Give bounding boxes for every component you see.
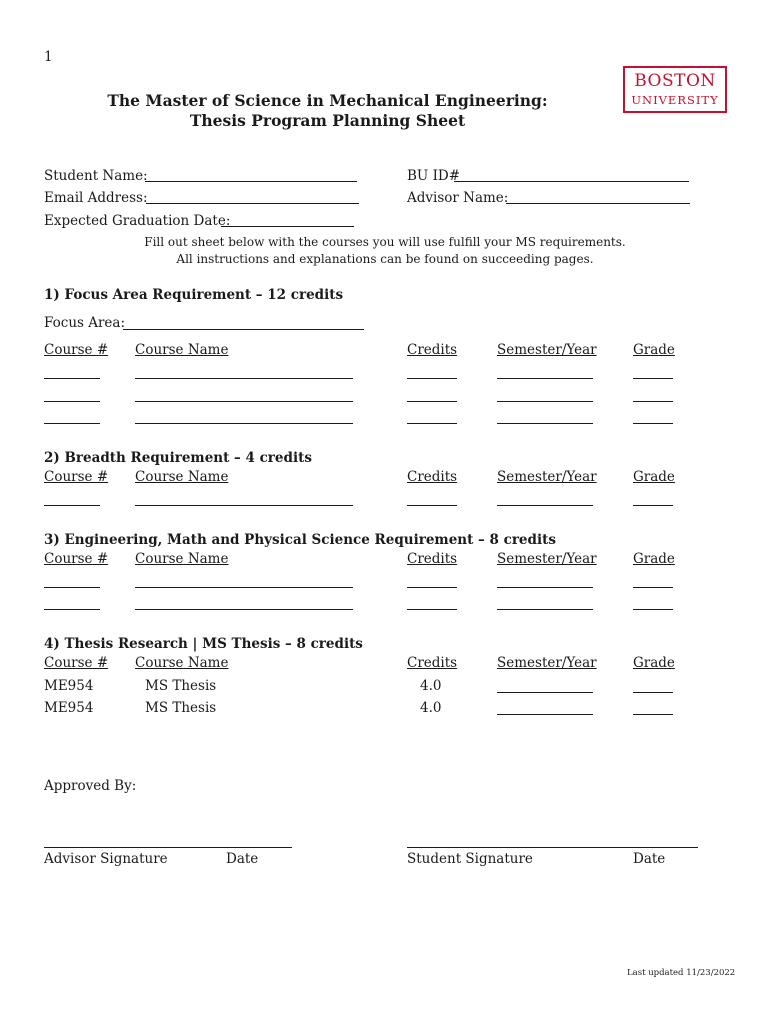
col-name-header: Course Name	[135, 342, 229, 358]
col-name-header: Course Name	[135, 551, 229, 567]
col-grade-header: Grade	[633, 551, 675, 567]
page-title: The Master of Science in Mechanical Engineering:	[107, 91, 548, 110]
approved-by-label: Approved By:	[44, 778, 137, 794]
instructions-line1: Fill out sheet below with the courses you will use fulfill your MS requirements.	[144, 235, 626, 249]
col-course-header: Course #	[44, 551, 109, 567]
focus-area-label: Focus Area:	[44, 315, 126, 331]
semester-field[interactable]	[497, 692, 593, 693]
credits-field[interactable]	[407, 423, 457, 424]
grade-field[interactable]	[633, 609, 673, 610]
semester-field[interactable]	[497, 609, 593, 610]
course-field[interactable]	[44, 401, 100, 402]
student-name-label: Student Name:	[44, 168, 148, 184]
credits-field[interactable]	[407, 401, 457, 402]
thesis-credits: 4.0	[420, 678, 442, 694]
thesis-course: ME954	[44, 700, 94, 716]
course-name-field[interactable]	[135, 423, 353, 424]
section-breadth-heading: 2) Breadth Requirement – 4 credits	[44, 450, 312, 466]
col-semester-header: Semester/Year	[497, 342, 597, 358]
logo-line1: BOSTON	[634, 71, 716, 91]
course-field[interactable]	[44, 609, 100, 610]
semester-field[interactable]	[497, 401, 593, 402]
course-field[interactable]	[44, 423, 100, 424]
credits-field[interactable]	[407, 378, 457, 379]
student-signature-field[interactable]	[407, 847, 698, 848]
grade-field[interactable]	[633, 714, 673, 715]
thesis-course-name: MS Thesis	[145, 678, 217, 694]
col-course-header: Course #	[44, 655, 109, 671]
course-field[interactable]	[44, 378, 100, 379]
credits-field[interactable]	[407, 587, 457, 588]
col-grade-header: Grade	[633, 469, 675, 485]
advisor-signature-field[interactable]	[44, 847, 292, 848]
advisor-name-field[interactable]	[506, 203, 690, 204]
col-course-header: Course #	[44, 469, 109, 485]
section-engineering-heading: 3) Engineering, Math and Physical Science Requirement – 8 credits	[44, 532, 556, 548]
last-updated-footer: Last updated 11/23/2022	[627, 968, 736, 978]
thesis-credits: 4.0	[420, 700, 442, 716]
email-field[interactable]	[146, 203, 359, 204]
section-thesis-heading: 4) Thesis Research | MS Thesis – 8 credits	[44, 636, 363, 652]
course-name-field[interactable]	[135, 378, 353, 379]
grade-field[interactable]	[633, 587, 673, 588]
advisor-signature-label: Advisor Signature	[44, 851, 168, 867]
semester-field[interactable]	[497, 587, 593, 588]
expected-graduation-field[interactable]	[221, 226, 354, 227]
semester-field[interactable]	[497, 423, 593, 424]
course-name-field[interactable]	[135, 401, 353, 402]
grade-field[interactable]	[633, 378, 673, 379]
bu-id-label: BU ID#	[407, 168, 461, 184]
col-grade-header: Grade	[633, 655, 675, 671]
credits-field[interactable]	[407, 609, 457, 610]
section-focus-heading: 1) Focus Area Requirement – 12 credits	[44, 287, 344, 303]
student-signature-label: Student Signature	[407, 851, 533, 867]
col-credits-header: Credits	[407, 342, 458, 358]
course-field[interactable]	[44, 587, 100, 588]
focus-area-field[interactable]	[123, 329, 364, 330]
advisor-date-label: Date	[226, 851, 259, 867]
thesis-course: ME954	[44, 678, 94, 694]
semester-field[interactable]	[497, 505, 593, 506]
logo-line2: UNIVERSITY	[631, 93, 719, 107]
page-number: 1	[44, 49, 53, 65]
col-semester-header: Semester/Year	[497, 469, 597, 485]
credits-field[interactable]	[407, 505, 457, 506]
col-course-header: Course #	[44, 342, 109, 358]
thesis-course-name: MS Thesis	[145, 700, 217, 716]
col-semester-header: Semester/Year	[497, 655, 597, 671]
col-name-header: Course Name	[135, 469, 229, 485]
advisor-name-label: Advisor Name:	[407, 190, 509, 206]
expected-graduation-label: Expected Graduation Date:	[44, 213, 231, 229]
grade-field[interactable]	[633, 423, 673, 424]
student-name-field[interactable]	[145, 181, 357, 182]
page-subtitle: Thesis Program Planning Sheet	[189, 111, 466, 130]
col-credits-header: Credits	[407, 469, 458, 485]
col-credits-header: Credits	[407, 655, 458, 671]
email-label: Email Address:	[44, 190, 148, 206]
course-name-field[interactable]	[135, 587, 353, 588]
student-date-label: Date	[633, 851, 666, 867]
col-credits-header: Credits	[407, 551, 458, 567]
grade-field[interactable]	[633, 401, 673, 402]
grade-field[interactable]	[633, 505, 673, 506]
grade-field[interactable]	[633, 692, 673, 693]
semester-field[interactable]	[497, 378, 593, 379]
course-name-field[interactable]	[135, 609, 353, 610]
course-name-field[interactable]	[135, 505, 353, 506]
bu-id-field[interactable]	[454, 181, 689, 182]
instructions-line2: All instructions and explanations can be found on succeeding pages.	[176, 252, 594, 266]
semester-field[interactable]	[497, 714, 593, 715]
col-grade-header: Grade	[633, 342, 675, 358]
col-name-header: Course Name	[135, 655, 229, 671]
col-semester-header: Semester/Year	[497, 551, 597, 567]
course-field[interactable]	[44, 505, 100, 506]
